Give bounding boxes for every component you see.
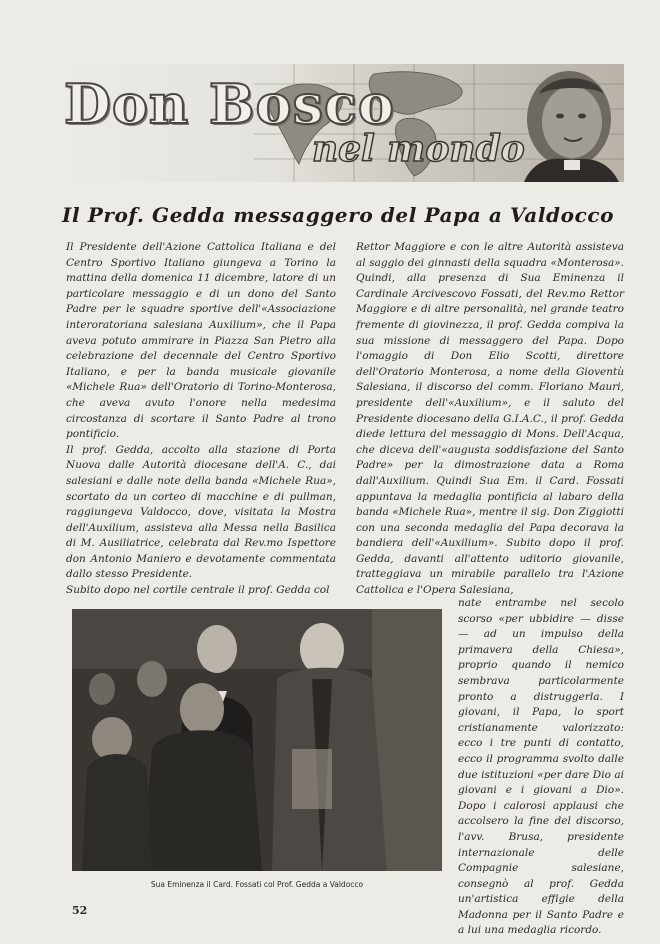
paragraph: Il Presidente dell'Azione Cattolica Italiana e del Centro Sportivo Italiano giungeva a Torino la mattina della domenica 11 dicembre, latore di un particolare messaggio e di un dono del Santo Padre per le squadre sportive dell'«Associazione interoratoriana salesiana Auxilium», che il Papa aveva potuto ammirare in Piazza San Pietro alla celebrazione del decennale del Centro Sportivo Italiano, e per la banda musicale giovanile «Michele Rua» dell'Oratorio di Torino-Monterosa, che aveva avuto l'onore nella medesima circostanza di scortare il Santo Padre al trono pontificio. xyxy=(66,241,336,441)
article-right-column-top xyxy=(356,240,624,596)
article-title: Il Prof. Gedda messaggero del Papa a Valdocco xyxy=(62,203,615,227)
masthead-subtitle: nel mondo xyxy=(312,128,525,170)
paragraph: nate entrambe nel secolo scorso «per ubbidire — disse — ad un impulso della primavera della Chiesa», proprio quando il nemico sembrava particolarmente pronto a distruggerla. I giovani, il Papa, lo sport cristianamente valorizzato: ecco i tre punti di contatto, ecco il programma svolto dalle due istituzioni «per dare Dio ai giovani e i giovani a Dio». Dopo i calorosi applausi che accolsero la fine del discorso, l'avv. Brusa, presidente internazionale delle Compagnie salesiane, consegnò al prof. Gedda un'artistica effigie della Madonna per il Santo Padre e a lui una medaglia ricordo. xyxy=(458,597,624,937)
paragraph: Subito dopo nel cortile centrale il prof. Gedda col xyxy=(66,584,330,597)
article-photo xyxy=(72,609,442,871)
paragraph: Il prof. Gedda, accolto alla stazione di Porta Nuova dalle Autorità diocesane dell'A. C., dai salesiani e dalle note della banda «Michele Rua», scortato da un corteo di macchine e di pullman, raggiungeva Valdocco, dove, visitata la Mostra dell'Auxilium, assisteva alla Messa nella Basilica di M. Ausiliatrice, celebrata dal Rev.mo Ispettore don Antonio Maniero e devotamente commentata dallo stesso Presidente. xyxy=(66,443,336,581)
masthead-title: Don Bosco xyxy=(64,72,395,136)
article-left-column xyxy=(66,240,336,600)
paragraph: Rettor Maggiore e con le altre Autorità assisteva al saggio dei ginnasti della squadra «Monterosa». Quindi, alla presenza di Sua Eminenza il Cardinale Arcivescovo Fossati, del Rev.mo Rettor Maggiore e di altre personalità, nel grande teatro fremente di giovinezza, il prof. Gedda compiva la sua missione di messaggero del Papa. Dopo l'omaggio di Don Elio Scotti, direttore dell'Oratorio Monterosa, a nome della Gioventù Salesiana, il discorso del comm. Floriano Mauri, presidente dell'«Auxilium», e il saluto del Presidente diocesano della G.I.A.C., il prof. Gedda diede lettura del messaggio di Mons. Dell'Acqua, che diceva dell'«augusta soddisfazione del Santo Padre» per la dimostrazione data a Roma dall'Auxilium. Quindi Sua Em. il Card. Fossati appuntava la medaglia pontificia al labaro della banda «Michele Rua», mentre il sig. Don Ziggiotti con una seconda medaglia del Papa decorava la bandiera dell'«Auxilium». Subito dopo il prof. Gedda, davanti all'attento uditorio giovanile, tratteggiava un mirabile parallelo tra l'Azione Cattolica e l'Opera Salesiana, xyxy=(356,241,624,597)
portrait-illustration xyxy=(524,71,619,182)
photo-illustration xyxy=(72,609,442,871)
page-number: 52 xyxy=(72,904,88,917)
photo-caption: Sua Eminenza il Card. Fossati col Prof. Gedda a Valdocco xyxy=(150,880,364,889)
article-right-column-bottom xyxy=(458,596,624,937)
masthead xyxy=(62,64,624,182)
